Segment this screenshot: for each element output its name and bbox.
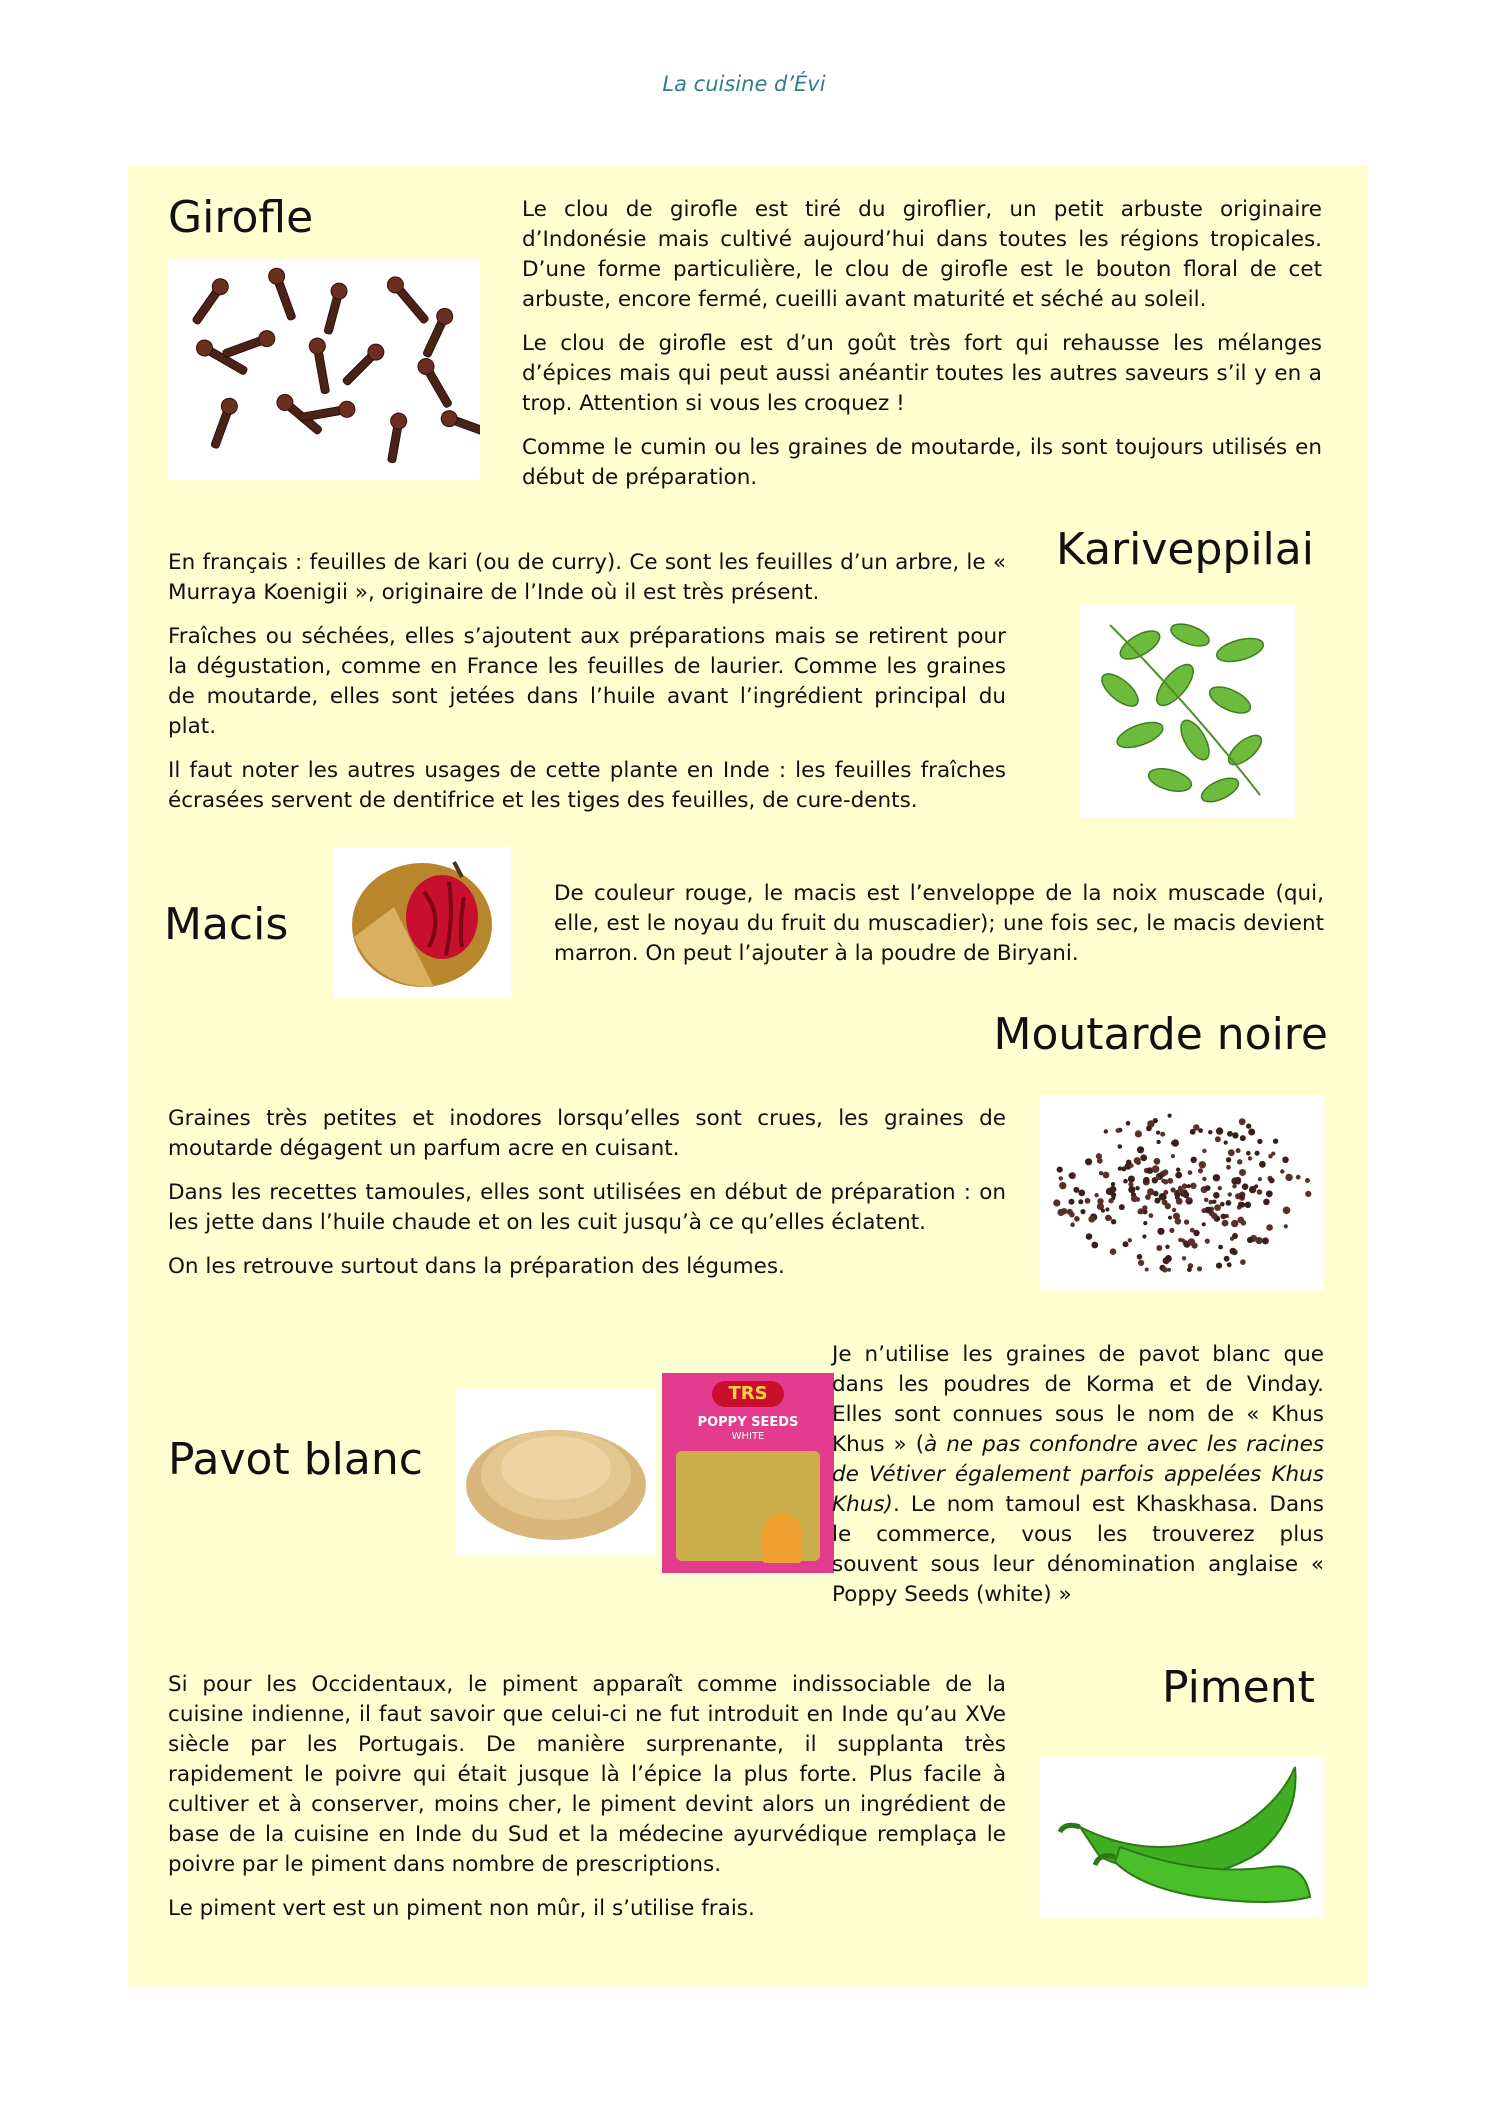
green-chili-icon xyxy=(1040,1757,1324,1917)
pavot-text xyxy=(832,1340,1324,1624)
kariveppilai-paragraph: Il faut noter les autres usages de cette plante en Inde : les feuilles fraîches écrasées servent de dentifrice et les tiges des feuilles, de cure-dents. xyxy=(168,758,1006,813)
curry-leaves-icon xyxy=(1080,605,1295,817)
piment-text xyxy=(168,1670,1006,1938)
green-chili-image xyxy=(1040,1757,1324,1917)
pavot-text-outro: . Le nom tamoul est Khaskhasa. Dans le commerce, vous les trouverez plus souvent sous leur dénomination anglaise « Poppy Seeds (white) » xyxy=(832,1492,1324,1607)
package-brand: TRS xyxy=(712,1381,784,1407)
package-figure-icon xyxy=(762,1513,802,1563)
girofle-paragraph: Le clou de girofle est d’un goût très fort qui rehausse les mélanges d’épices mais qui peut aussi anéantir toutes les autres saveurs s’il y en a trop. Attention si vous les croquez ! xyxy=(522,331,1322,416)
poppy-seeds-image xyxy=(456,1390,656,1555)
moutarde-paragraph: Graines très petites et inodores lorsqu’elles sont crues, les graines de moutarde dégagent un parfum acre en cuisant. xyxy=(168,1106,1006,1161)
package-sub: WHITE xyxy=(731,1431,765,1442)
moutarde-title: Moutarde noire xyxy=(993,1009,1328,1060)
piment-title: Piment xyxy=(1162,1662,1315,1713)
piment-paragraph: Si pour les Occidentaux, le piment apparaît comme indissociable de la cuisine indienne, il faut savoir que celui-ci ne fut introduit en Inde qu’au XVe siècle par les Portugais. De manière surprenante, il supplanta très rapidement le poivre qui était jusque là l’épice la plus forte. Plus facile à cultiver et à conserver, moins cher, le piment devint alors un ingrédient de base de la cuisine en Inde du Sud et la médecine ayurvédique remplaça le poivre par le piment dans nombre de prescriptions. xyxy=(168,1672,1006,1877)
piment-paragraph: Le piment vert est un piment non mûr, il s’utilise frais. xyxy=(168,1896,755,1921)
content-panel xyxy=(128,165,1368,1987)
macis-title: Macis xyxy=(164,899,289,950)
mustard-seeds-image xyxy=(1040,1095,1324,1290)
mace-nutmeg-icon xyxy=(334,847,511,997)
kariveppilai-paragraph: Fraîches ou séchées, elles s’ajoutent aux préparations mais se retirent pour la dégustation, comme en France les feuilles de laurier. Comme les graines de moutarde, elles sont jetées dans l’huile avant l’ingrédient principal du plat. xyxy=(168,624,1006,739)
girofle-paragraph: Le clou de girofle est tiré du giroflier, un petit arbuste originaire d’Indonésie mais cultivé aujourd’hui dans toutes les régions tropicales. D’une forme particulière, le clou de girofle est le bouton floral de cet arbuste, encore fermé, cueilli avant maturité et séché au soleil. xyxy=(522,197,1322,312)
pavot-text-italic: à ne pas confondre avec les racines de Vétiver également parfois appelées Khus Khus) xyxy=(832,1432,1325,1517)
macis-paragraph: De couleur rouge, le macis est l’enveloppe de la noix muscade (qui, elle, est le noyau du fruit du muscadier); une fois sec, le macis devient marron. On peut l’ajouter à la poudre de Biryani. xyxy=(554,881,1324,966)
curry-leaves-image xyxy=(1080,605,1295,817)
girofle-text xyxy=(522,195,1322,507)
moutarde-paragraph: Dans les recettes tamoules, elles sont utilisées en début de préparation : on les jette dans l’huile chaude et on les cuit jusqu’à ce qu’elles éclatent. xyxy=(168,1180,1006,1235)
page-header: La cuisine d’Évi xyxy=(662,72,826,96)
poppy-seeds-pile-icon xyxy=(456,1390,656,1555)
kariveppilai-paragraph: En français : feuilles de kari (ou de curry). Ce sont les feuilles d’un arbre, le « Murraya Koenigii », originaire de l’Inde où il est très présent. xyxy=(168,550,1006,605)
poppy-seeds-package xyxy=(662,1373,834,1573)
package-label: POPPY SEEDS xyxy=(697,1415,799,1430)
kariveppilai-title: Kariveppilai xyxy=(1056,524,1314,575)
girofle-paragraph: Comme le cumin ou les graines de moutarde, ils sont toujours utilisés en début de préparation. xyxy=(522,435,1322,490)
moutarde-text xyxy=(168,1104,1006,1296)
mustard-seeds-icon xyxy=(1040,1095,1324,1290)
cloves-image xyxy=(168,260,480,480)
cloves-icon xyxy=(168,260,480,480)
macis-text xyxy=(554,879,1324,983)
moutarde-paragraph: On les retrouve surtout dans la préparation des légumes. xyxy=(168,1254,785,1279)
pavot-text-intro: Je n’utilise les graines de pavot blanc que dans les poudres de Korma et de Vinday. Elles sont connues sous le nom de « Khus Khus » ( xyxy=(832,1342,1324,1457)
pavot-title: Pavot blanc xyxy=(168,1434,423,1485)
girofle-title: Girofle xyxy=(168,192,314,243)
kariveppilai-text xyxy=(168,548,1006,830)
mace-nutmeg-image xyxy=(334,847,511,997)
